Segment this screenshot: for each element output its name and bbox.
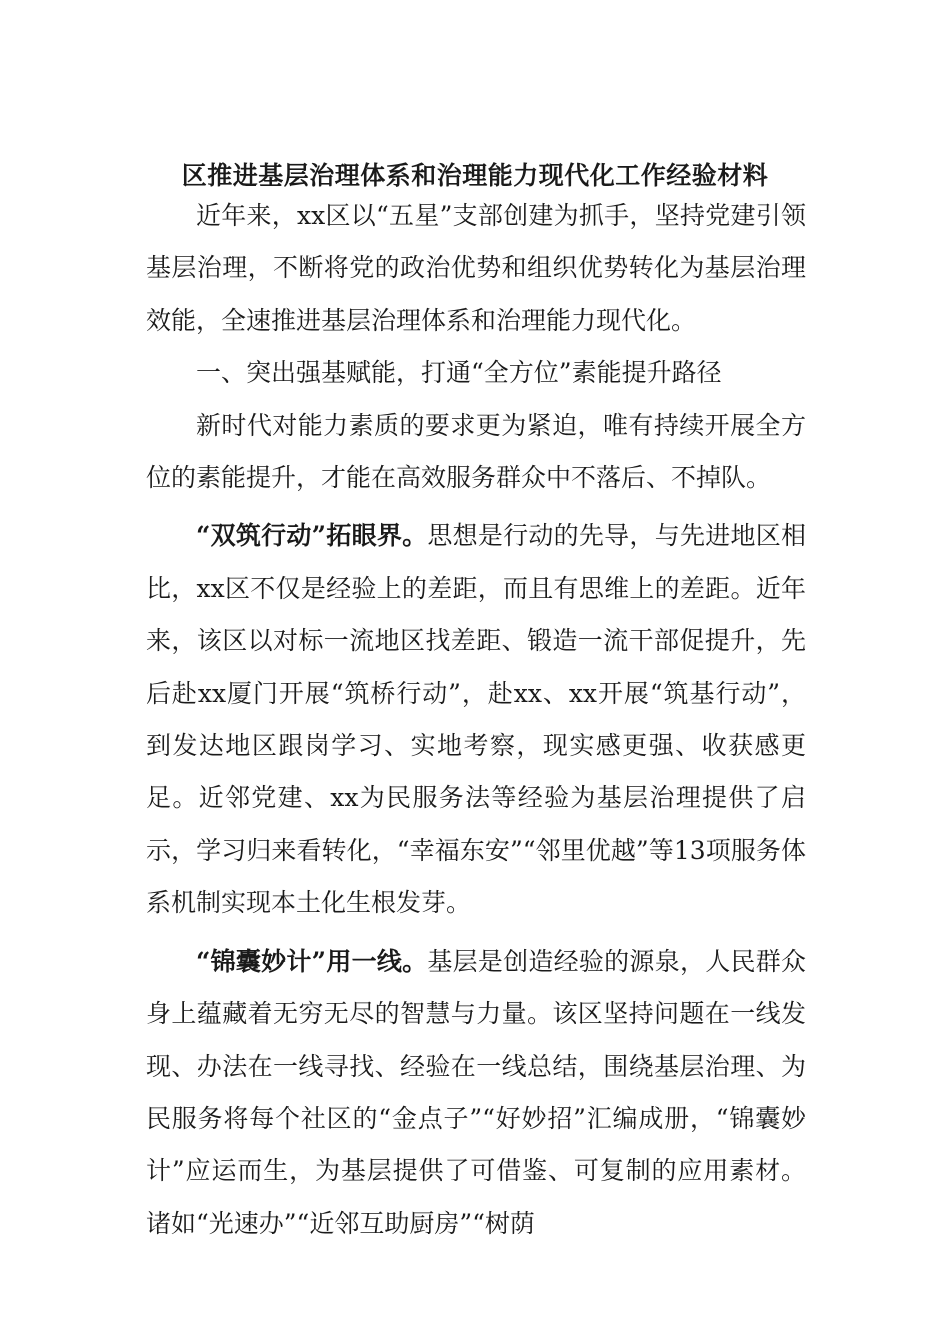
section-heading-1	[146, 347, 806, 399]
document-title: 区推进基层治理体系和治理能力现代化工作经验材料	[181, 161, 769, 190]
paragraph-intro	[146, 190, 806, 347]
paragraph-text: 一、突出强基赋能，打通“全方位”素能提升路径	[196, 358, 722, 388]
document-body	[146, 190, 806, 1250]
paragraph-text: 新时代对能力素质的要求更为紧迫，唯有持续开展全方位的素能提升，才能在高效服务群众中不落后、不掉队。	[146, 410, 806, 493]
paragraph-text: 近年来，xx区以“五星”支部创建为抓手，坚持党建引领基层治理，不断将党的政治优势和组织优势转化为基层治理效能，全速推进基层治理体系和治理能力现代化。	[146, 201, 806, 335]
paragraph-text: 思想是行动的先导，与先进地区相比，xx区不仅是经验上的差距，而且有思维上的差距。近年来，该区以对标一流地区找差距、锻造一流干部促提升，先后赴xx厦门开展“筑桥行动”，赴xx、xx开展“筑基行动”，到发达地区跟岗学习、实地考察，现实感更强、收获感更足。近邻党建、xx为民服务法等经验为基层治理提供了启示，学习归来看转化，“幸福东安”“邻里优越”等13项服务体系机制实现本土化生根发芽。	[146, 521, 806, 918]
paragraph-section-1-intro	[146, 400, 806, 505]
paragraph-jinnang	[146, 936, 806, 1250]
paragraph-shuangzhu	[146, 510, 806, 929]
paragraph-lead: “锦囊妙计”用一线。	[196, 946, 428, 976]
paragraph-lead: “双筑行动”拓眼界。	[196, 521, 428, 551]
paragraph-text: 基层是创造经验的源泉，人民群众身上蕴藏着无穷无尽的智慧与力量。该区坚持问题在一线发现、办法在一线寻找、经验在一线总结，围绕基层治理、为民服务将每个社区的“金点子”“好妙招”汇编成册，“锦囊妙计”应运而生，为基层提供了可借鉴、可复制的应用素材。诸如“光速办”“近邻互助厨房”“树荫	[146, 946, 806, 1238]
